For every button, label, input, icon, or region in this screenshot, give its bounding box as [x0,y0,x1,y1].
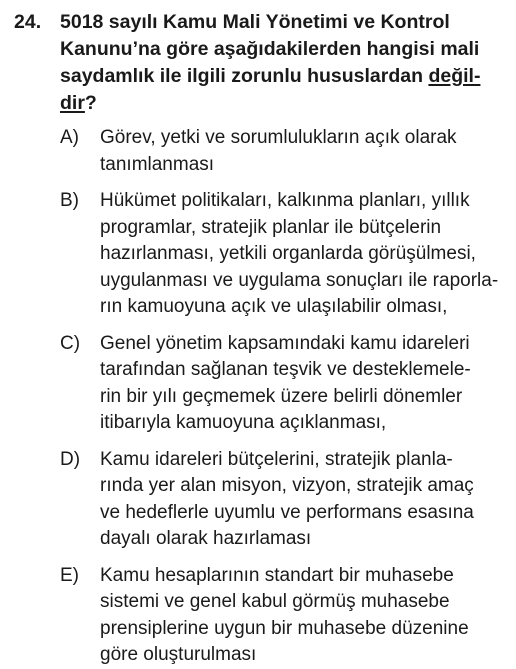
option-e-letter: E) [60,564,79,586]
option-e-line-1: Kamu hesaplarının standart bir muhasebe [100,564,454,586]
question-stem [14,9,506,117]
option-d-line-4: dayalı olarak hazırlaması [100,528,312,549]
option-d-line-1: Kamu idareleri bütçelerini, stratejik planla- [100,448,453,470]
option-c[interactable] [60,331,506,437]
option-e-text [100,563,506,669]
stem-line-2: Kanunu’na göre aşağıdakilerden hangisi mali [60,38,480,60]
stem-line-4 [60,90,506,117]
option-c-letter: C) [60,332,81,354]
stem-line-1: 5018 sayılı Kamu Mali Yönetimi ve Kontrol [60,11,450,33]
option-b[interactable] [60,188,506,321]
option-a-text [100,125,506,178]
option-b-line-3: hazırlanması, yetkili organlarda görüşülmesi, [100,243,476,264]
option-e-line-4: göre oluşturulması [100,644,257,665]
option-b-line-2: programlar, stratejik planlar ile bütçelerin [100,216,442,238]
question-text [60,9,506,117]
option-d[interactable] [60,447,506,553]
option-e-line-3: prensiplerine uygun bir muhasebe düzenine [100,617,469,639]
option-d-line-3: ve hedeflerle uyumlu ve performans esasına [100,501,474,523]
option-a[interactable] [60,125,506,178]
answer-options [14,125,506,669]
option-b-line-5: rın kamuoyuna açık ve ulaşılabilir olması, [100,296,448,317]
option-e-line-2: sistemi ve genel kabul görmüş muhasebe [100,591,450,612]
stem-line-3-text: saydamlık ile ilgili zorunlu hususlardan [60,65,429,87]
option-d-line-2: rında yer alan misyon, vizyon, stratejik amaç [100,475,474,496]
option-a-line-2: tanımlanması [100,153,215,175]
option-b-line-1: Hükümet politikaları, kalkınma planları, yıllık [100,190,470,211]
option-c-line-3: rin bir yılı geçmemek üzere belirli dönemler [100,385,463,407]
option-b-text [100,188,506,321]
option-a-letter: A) [60,127,79,148]
stem-emphasis-part-1: değil- [428,65,481,87]
option-b-letter: B) [60,190,79,211]
option-c-line-2: tarafından sağlanan teşvik ve desteklemele- [100,359,471,380]
option-c-text [100,331,506,437]
option-b-line-4: uygulanması ve uygulama sonuçları ile raporla- [100,269,499,291]
option-a-line-1: Görev, yetki ve sorumlulukların açık olarak [100,127,457,148]
question-number: 24. [14,11,42,33]
stem-line-3 [60,63,506,90]
option-c-line-1: Genel yönetim kapsamındaki kamu idareleri [100,332,470,354]
option-e[interactable] [60,563,506,669]
option-d-text [100,447,506,553]
stem-question-mark: ? [84,92,97,114]
stem-emphasis-part-2: dir [60,92,85,114]
option-c-line-4: itibarıyla kamuoyuna açıklanması, [100,412,387,433]
option-d-letter: D) [60,448,81,470]
